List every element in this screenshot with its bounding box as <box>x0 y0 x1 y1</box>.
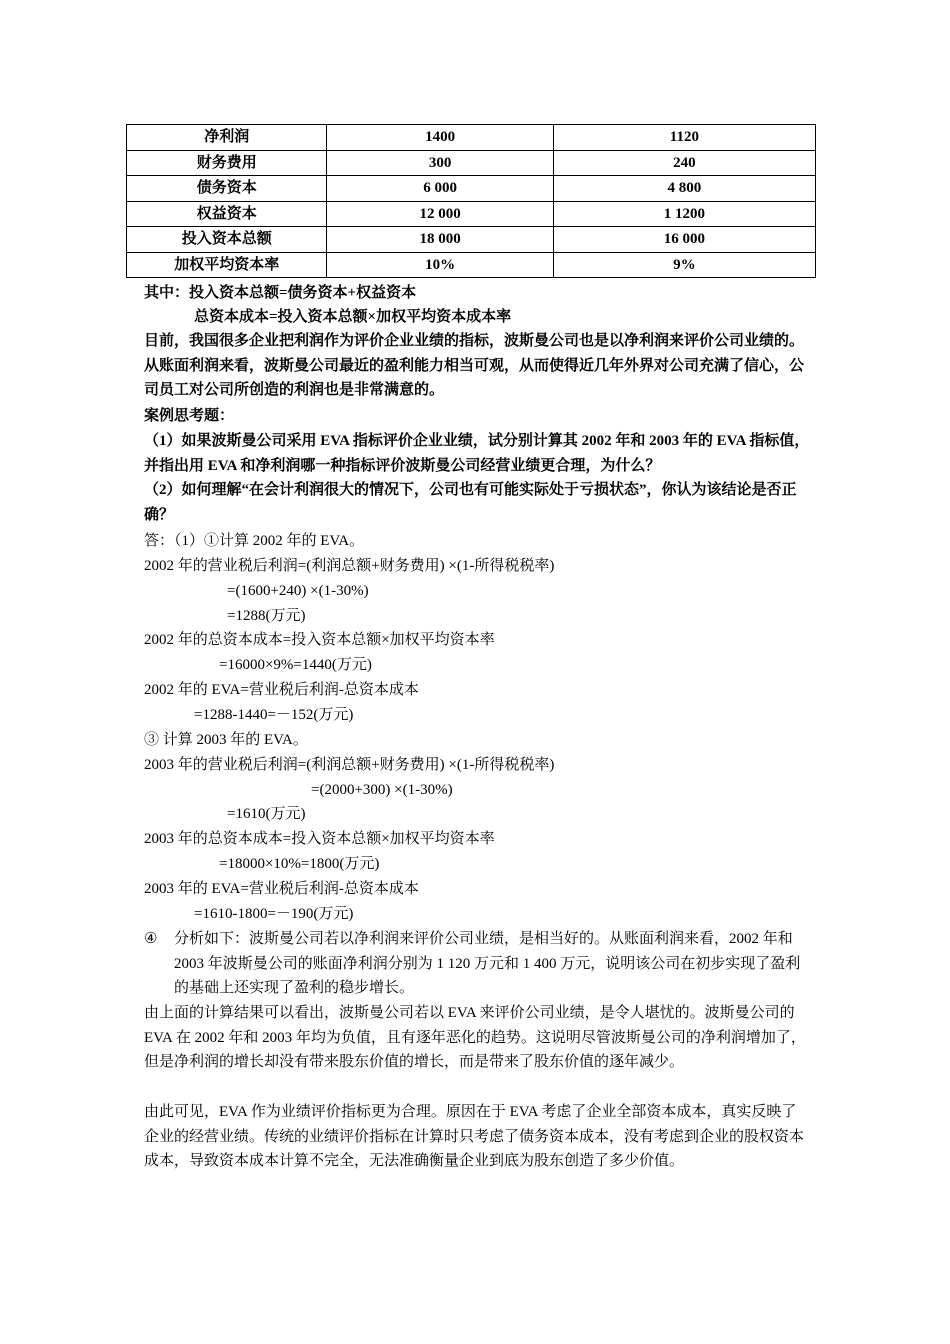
table-cell: 300 <box>327 150 553 176</box>
analysis-paragraph: 分析如下：波斯曼公司若以净利润来评价公司业绩，是相当好的。从账面利润来看，2002 年和 2003 年波斯曼公司的账面净利润分别为 1 120 万元和 1 400 万元，说明该公司在初步实现了盈利的基础上还实现了盈利的稳步增长。 <box>174 931 801 997</box>
table-cell: 4 800 <box>553 176 815 202</box>
answer-line: 2002 年的 EVA=营业税后利润-总资本成本 <box>144 682 419 698</box>
table-cell: 9% <box>553 252 815 278</box>
answer-line: =18000×10%=1800(万元) <box>219 856 380 872</box>
answer-line: 2003 年的 EVA=营业税后利润-总资本成本 <box>144 881 419 897</box>
table-cell: 净利润 <box>127 125 327 151</box>
case-question-1: （1）如果波斯曼公司采用 EVA 指标评价企业业绩，试分别计算其 2002 年和 2003 年的 EVA 指标值，并指出用 EVA 和净利润哪一种指标评价波斯曼公司经营业绩更合理，为什么？ <box>144 433 810 474</box>
table-row <box>127 252 816 278</box>
note-line-total-capital: 其中：投入资本总额=债务资本+权益资本 <box>144 285 417 301</box>
table-cell: 1 1200 <box>553 201 815 227</box>
answer-line: =(1600+240) ×(1-30%) <box>227 583 369 599</box>
answer-line: =1610-1800=－190(万元) <box>194 906 354 922</box>
table-cell: 10% <box>327 252 553 278</box>
table-cell: 投入资本总额 <box>127 227 327 253</box>
table-cell: 加权平均资本率 <box>127 252 327 278</box>
analysis-number: ④ <box>144 931 158 947</box>
table-row <box>127 176 816 202</box>
table-row <box>127 150 816 176</box>
table-cell: 债务资本 <box>127 176 327 202</box>
conclusion-paragraph-1: 由上面的计算结果可以看出，波斯曼公司若以 EVA 来评价公司业绩，是令人堪忧的。波斯曼公司的 EVA 在 2002 年和 2003 年均为负值，且有逐年恶化的趋势。这说明尽管波斯曼公司的净利润增加了，但是净利润的增长却没有带来股东价值的增长，而是带来了股东价值的逐年减少。 <box>144 1005 806 1071</box>
financial-table <box>126 124 816 278</box>
answer-line: 2002 年的营业税后利润=(利润总额+财务费用) ×(1-所得税税率) <box>144 558 555 574</box>
note-line-total-cost: 总资本成本=投入资本总额×加权平均资本成本率 <box>194 309 512 325</box>
table-row <box>127 125 816 151</box>
conclusion-paragraph-2: 由此可见，EVA 作为业绩评价指标更为合理。原因在于 EVA 考虑了企业全部资本成本，真实反映了企业的经营业绩。传统的业绩评价指标在计算时只考虑了债务资本成本，没有考虑到企业的股权资本成本，导致资本成本计算不完全，无法准确衡量企业到底为股东创造了多少价值。 <box>144 1104 805 1170</box>
answer-line: =(2000+300) ×(1-30%) <box>311 782 453 798</box>
answer-line: =1610(万元) <box>227 806 306 822</box>
table-cell: 权益资本 <box>127 201 327 227</box>
answer-line: 答：（1）①计算 2002 年的 EVA。 <box>144 533 365 549</box>
case-heading: 案例思考题： <box>144 408 235 424</box>
table-row <box>127 201 816 227</box>
table-cell: 240 <box>553 150 815 176</box>
intro-paragraph: 目前，我国很多企业把利润作为评价企业业绩的指标，波斯曼公司也是以净利润来评价公司业绩的。从账面利润来看，波斯曼公司最近的盈利能力相当可观，从而使得近几年外界对公司充满了信心，公司员工对公司所创造的利润也是非常满意的。 <box>144 333 805 399</box>
table-cell: 1120 <box>553 125 815 151</box>
table-cell: 6 000 <box>327 176 553 202</box>
table-row <box>127 227 816 253</box>
table-cell: 16 000 <box>553 227 815 253</box>
table-cell: 1400 <box>327 125 553 151</box>
table-cell: 财务费用 <box>127 150 327 176</box>
answer-line: =1288(万元) <box>227 608 306 624</box>
table-cell: 18 000 <box>327 227 553 253</box>
answer-line: =16000×9%=1440(万元) <box>219 657 372 673</box>
answer-line: 2003 年的营业税后利润=(利润总额+财务费用) ×(1-所得税税率) <box>144 757 555 773</box>
answer-line: 2003 年的总资本成本=投入资本总额×加权平均资本率 <box>144 831 495 847</box>
case-question-2: （2）如何理解“在会计利润很大的情况下，公司也有可能实际处于亏损状态”，你认为该结论是否正确？ <box>144 482 797 523</box>
table-cell: 12 000 <box>327 201 553 227</box>
answer-line: 2002 年的总资本成本=投入资本总额×加权平均资本率 <box>144 632 495 648</box>
answer-line: ③ 计算 2003 年的 EVA。 <box>144 732 308 748</box>
answer-line: =1288-1440=－152(万元) <box>194 707 354 723</box>
